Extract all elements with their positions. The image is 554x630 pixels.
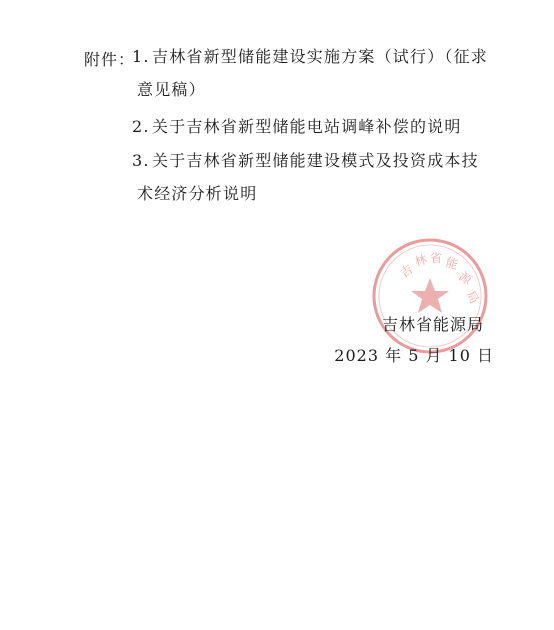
official-seal-stamp [370,236,490,356]
attachment-title-line: 关于吉林省新型储能电站调峰补偿的说明 [152,117,462,136]
issuing-organization: 吉林省能源局 [381,315,484,334]
svg-text:吉: 吉 [397,262,416,281]
attachment-item-1 [132,42,488,71]
attachment-title-line: 意见稿） [137,80,206,99]
attachment-item-2 [132,112,462,141]
attachment-number: 3. [132,151,150,170]
svg-text:能: 能 [444,255,460,273]
attachment-number: 2. [132,117,150,136]
attachment-title-line: 术经济分析说明 [137,184,258,203]
attachment-number: 1. [132,47,150,66]
issue-date: 2023 年 5 月 10 日 [334,346,494,365]
svg-text:局: 局 [463,288,482,306]
svg-text:源: 源 [456,268,475,288]
star-icon [411,278,449,313]
svg-text:林: 林 [413,252,429,269]
svg-text:省: 省 [430,251,443,265]
attachment-item-3 [132,146,479,175]
attachment-title-line: 吉林省新型储能建设实施方案（试行）（征求 [152,47,489,66]
attachment-item-3-continuation [137,179,257,208]
attachment-title-line: 关于吉林省新型储能建设模式及投资成本技 [152,151,479,170]
attachments-label: 附件： [84,50,136,69]
attachment-item-1-continuation [137,75,206,104]
